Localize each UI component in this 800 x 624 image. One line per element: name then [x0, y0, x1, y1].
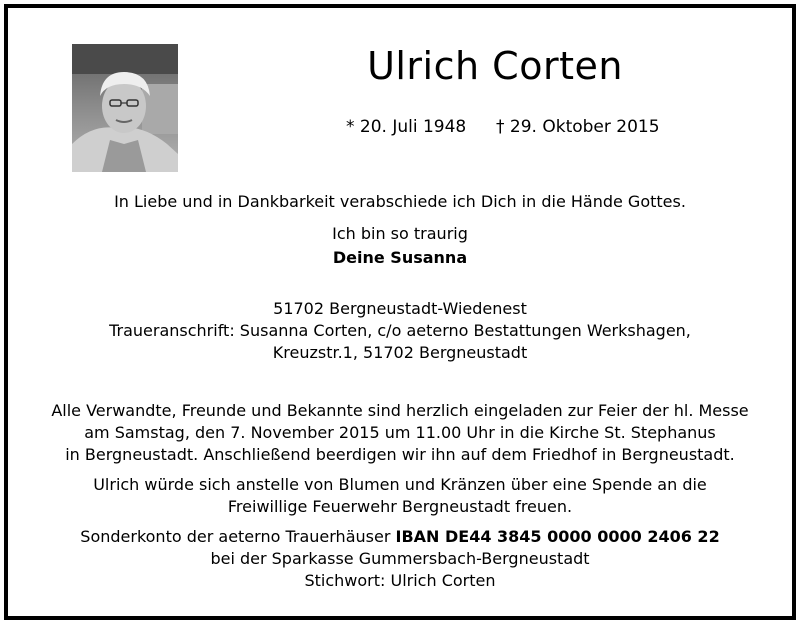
donation-line: Freiwillige Feuerwehr Bergneustadt freuen. — [227, 497, 573, 516]
address-line: Traueranschrift: Susanna Corten, c/o aeterno Bestattungen Werkshagen, — [109, 321, 691, 340]
death-date: † 29. Oktober 2015 — [496, 117, 660, 137]
farewell-text: In Liebe und in Dankbarkeit verabschiede ich Dich in die Hände Gottes. — [114, 192, 686, 211]
invitation-line: am Samstag, den 7. November 2015 um 11.00 Uhr in die Kirche St. Stephanus — [84, 423, 716, 442]
signature-text: Deine Susanna — [332, 248, 468, 267]
birth-date: * 20. Juli 1948 — [346, 117, 467, 137]
deceased-name: Ulrich Corten — [367, 44, 623, 88]
invitation-line: Alle Verwandte, Freunde und Bekannte sind herzlich eingeladen zur Feier der hl. Messe — [51, 401, 749, 420]
iban-text: IBAN DE44 3845 0000 0000 2406 22 — [395, 527, 720, 546]
donation-line: Ulrich würde sich anstelle von Blumen und Kränzen über eine Spende an die — [93, 475, 707, 494]
account-line — [20, 526, 780, 548]
invitation-line: in Bergneustadt. Anschließend beerdigen wir ihn auf dem Friedhof in Bergneustadt. — [65, 445, 735, 464]
keyword-line: Stichwort: Ulrich Corten — [304, 571, 496, 590]
bank-line: bei der Sparkasse Gummersbach-Bergneustadt — [210, 549, 590, 568]
account-prefix: Sonderkonto der aeterno Trauerhäuser — [80, 527, 396, 546]
address-line: Kreuzstr.1, 51702 Bergneustadt — [272, 343, 528, 362]
portrait-photo — [72, 44, 178, 172]
sad-text: Ich bin so traurig — [332, 224, 468, 243]
address-line: 51702 Bergneustadt-Wiedenest — [273, 299, 527, 318]
